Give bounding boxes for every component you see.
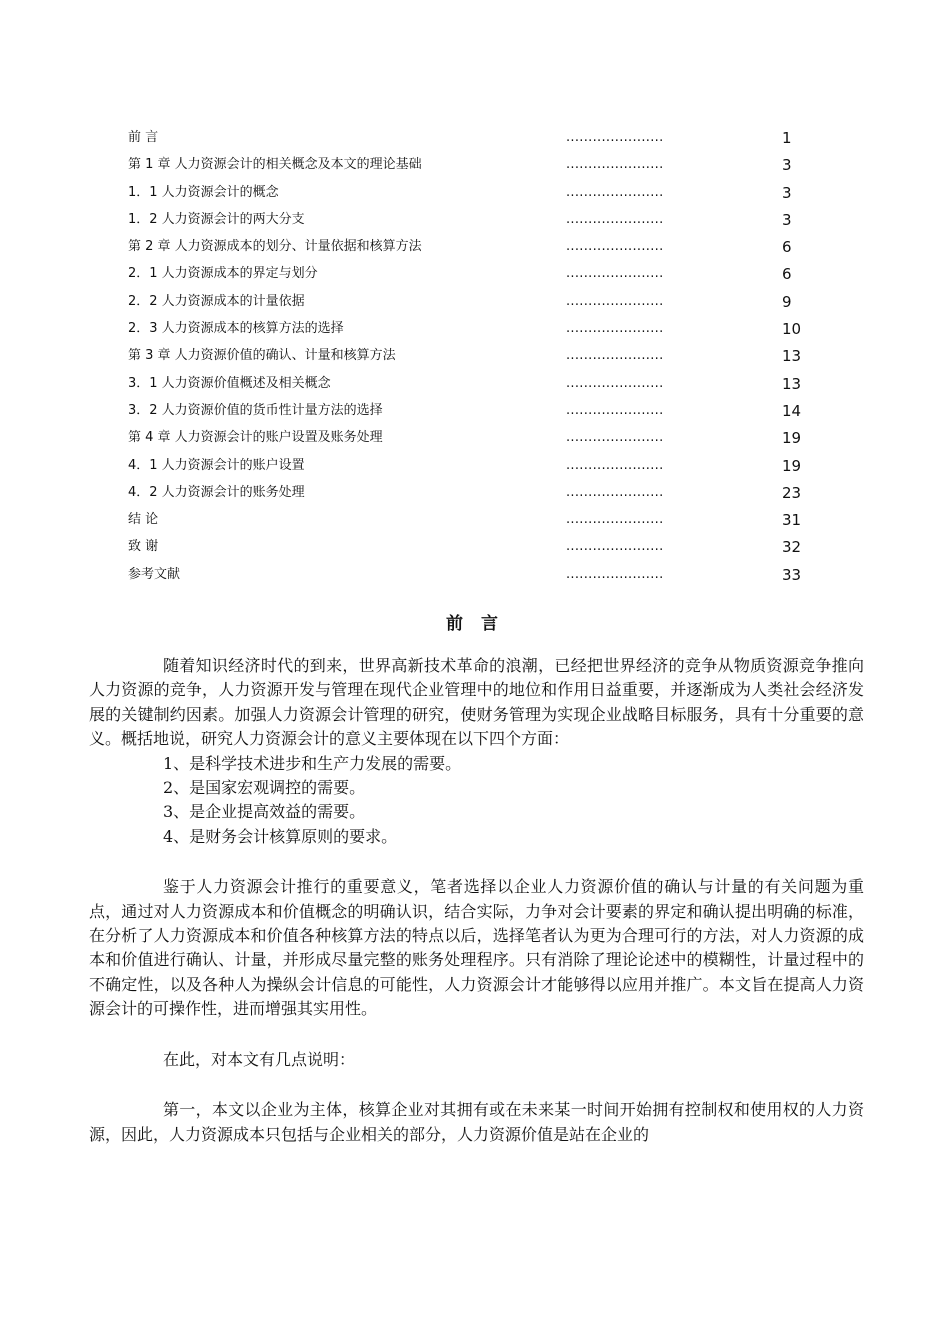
toc-entry-title: 1．1 人力资源会计的概念 [128, 184, 279, 200]
paragraph-spacer [89, 849, 864, 875]
toc-entry-title: 第 2 章 人力资源成本的划分、计量依据和核算方法 [128, 239, 422, 255]
toc-leader-dots: ...................... [566, 321, 664, 337]
toc-entry-title: 结 论 [128, 512, 159, 528]
toc-entry-title: 3．2 人力资源价值的货币性计量方法的选择 [128, 402, 383, 418]
paragraph-spacer [89, 1022, 864, 1048]
toc-page-number: 9 [782, 292, 792, 311]
toc-page-number: 13 [782, 374, 802, 393]
toc-page-number: 32 [782, 538, 802, 557]
toc-entry-title: 致 谢 [128, 539, 159, 555]
toc-entry[interactable] [128, 481, 828, 508]
toc-entry-title: 4．1 人力资源会计的账户设置 [128, 457, 305, 473]
toc-entry[interactable] [128, 344, 828, 371]
toc-entry[interactable] [128, 454, 828, 481]
preface-paragraph: 第一，本文以企业为主体，核算企业对其拥有或在未来某一时间开始拥有控制权和使用权的人力资源，因此，人力资源成本只包括与企业相关的部分，人力资源价值是站在企业的 [89, 1100, 864, 1144]
toc-entry[interactable] [128, 126, 828, 153]
toc-leader-dots: ...................... [566, 402, 664, 418]
toc-entry-title: 参考文献 [128, 566, 181, 582]
toc-entry-title: 2．2 人力资源成本的计量依据 [128, 293, 305, 309]
toc-entry-title: 4．2 人力资源会计的账务处理 [128, 484, 305, 500]
toc-page-number: 6 [782, 238, 792, 257]
toc-page-number: 10 [782, 320, 802, 339]
toc-leader-dots: ...................... [566, 566, 664, 582]
toc-entry[interactable] [128, 426, 828, 453]
toc-entry-title: 第 3 章 人力资源价值的确认、计量和核算方法 [128, 348, 396, 364]
toc-page-number: 23 [782, 483, 802, 502]
toc-entry-title: 1．2 人力资源会计的两大分支 [128, 211, 305, 227]
toc-leader-dots: ...................... [566, 157, 664, 173]
toc-entry[interactable] [128, 535, 828, 562]
toc-entry[interactable] [128, 563, 828, 590]
toc-leader-dots: ...................... [566, 239, 664, 255]
preface-paragraph: 鉴于人力资源会计推行的重要意义，笔者选择以企业人力资源价值的确认与计量的有关问题为重点，通过对人力资源成本和价值概念的明确认识，结合实际，力争对会计要素的界定和确认提出明确的标准，在分析了人力资源成本和价值各种核算方法的特点以后，选择笔者认为更为合理可行的方法，对人力资源的成本和价值进行确认、计量，并形成尽量完整的账务处理程序。只有消除了理论论述中的模糊性，计量过程中的不确定性，以及各种人为操纵会计信息的可能性，人力资源会计才能够得以应用并推广。本文旨在提高人力资源会计的可操作性，进而增强其实用性。 [89, 877, 864, 1019]
toc-entry-title: 第 4 章 人力资源会计的账户设置及账务处理 [128, 430, 383, 446]
toc-page-number: 19 [782, 429, 802, 448]
toc-entry-title: 第 1 章 人力资源会计的相关概念及本文的理论基础 [128, 157, 422, 173]
preface-paragraph: 随着知识经济时代的到来，世界高新技术革命的浪潮，已经把世界经济的竞争从物质资源竞争推向人力资源的竞争，人力资源开发与管理在现代企业管理中的地位和作用日益重要，并逐渐成为人类社会经济发展的关键制约因素。加强人力资源会计管理的研究，使财务管理为实现企业战略目标服务，具有十分重要的意义。概括地说，研究人力资源会计的意义主要体现在以下四个方面： [89, 656, 864, 749]
toc-entry[interactable] [128, 290, 828, 317]
toc-entry[interactable] [128, 399, 828, 426]
toc-entry-title: 2．1 人力资源成本的界定与划分 [128, 266, 318, 282]
toc-page-number: 3 [782, 183, 792, 202]
significance-list-item: 4、是财务会计核算原则的要求。 [163, 826, 398, 846]
toc-page-number: 1 [782, 129, 792, 147]
toc-leader-dots: ...................... [566, 512, 664, 528]
toc-entry[interactable] [128, 181, 828, 208]
toc-leader-dots: ...................... [566, 184, 664, 200]
toc-page-number: 3 [782, 210, 792, 229]
toc-entry[interactable] [128, 153, 828, 180]
toc-entry[interactable] [128, 317, 828, 344]
toc-leader-dots: ...................... [566, 539, 664, 555]
toc-leader-dots: ...................... [566, 375, 664, 391]
significance-list-item: 3、是企业提高效益的需要。 [163, 802, 366, 822]
toc-entry-title: 前 言 [128, 130, 159, 145]
toc-entry[interactable] [128, 235, 828, 262]
toc-entry[interactable] [128, 372, 828, 399]
significance-list-item: 1、是科学技术进步和生产力发展的需要。 [163, 753, 462, 773]
toc-leader-dots: ...................... [566, 266, 664, 282]
significance-list-item: 2、是国家宏观调控的需要。 [163, 778, 366, 798]
toc-page-number: 33 [782, 565, 802, 584]
toc-page-number: 31 [782, 511, 802, 530]
preface-paragraph: 在此，对本文有几点说明： [163, 1049, 356, 1069]
toc-leader-dots: ...................... [566, 484, 664, 500]
toc-entry[interactable] [128, 262, 828, 289]
toc-leader-dots: ...................... [566, 130, 664, 145]
toc-entry-title: 2．3 人力资源成本的核算方法的选择 [128, 321, 344, 337]
paragraph-spacer [89, 1072, 864, 1098]
toc-leader-dots: ...................... [566, 457, 664, 473]
toc-page-number: 3 [782, 156, 792, 175]
toc-entry[interactable] [128, 208, 828, 235]
toc-page-number: 14 [782, 401, 802, 420]
toc-leader-dots: ...................... [566, 293, 664, 309]
preface-body [89, 654, 864, 1147]
toc-page-number: 6 [782, 265, 792, 284]
table-of-contents [128, 126, 828, 590]
toc-page-number: 13 [782, 347, 802, 366]
toc-leader-dots: ...................... [566, 348, 664, 364]
preface-heading: 前 言 [446, 614, 504, 634]
toc-entry-title: 3．1 人力资源价值概述及相关概念 [128, 375, 331, 391]
toc-leader-dots: ...................... [566, 430, 664, 446]
toc-page-number: 19 [782, 456, 802, 475]
toc-leader-dots: ...................... [566, 211, 664, 227]
toc-entry[interactable] [128, 508, 828, 535]
